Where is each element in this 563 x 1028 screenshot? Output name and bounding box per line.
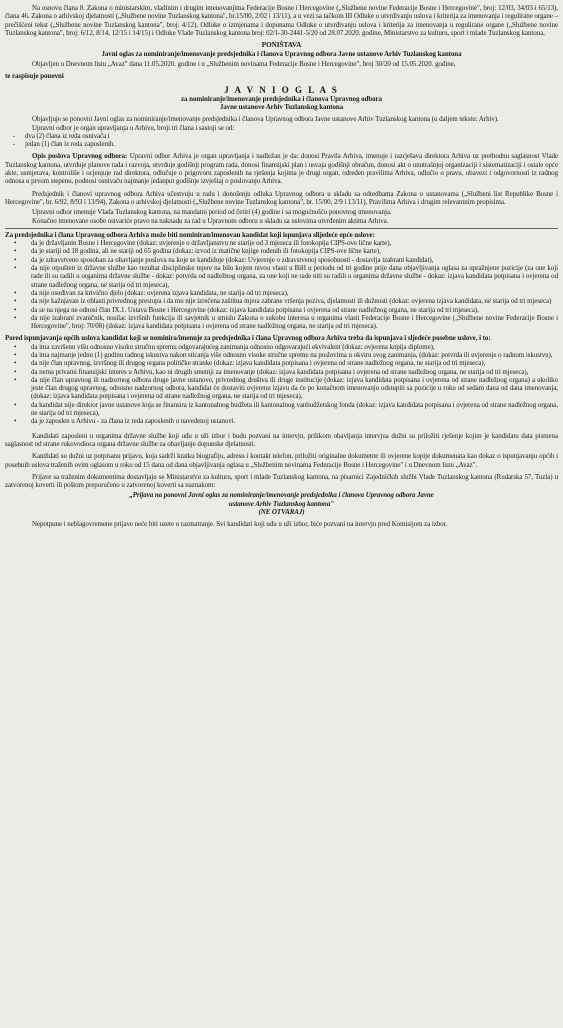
application-documents-paragraph: Kandidati su dužni uz potpisanu prijavu, koja sadrži kratku biografiju, adresu i kontakt telefon, priložiti originalne dokumente ili ovjerene kopije dokumenata kao dokaz o ispunjavanju općih i posebnih uslova traženih ovim oglasom u roku od 15 dana od dana objavljivanja oglasa u „Službenim novinama Federacije Bosne i Hercegovine" i u Dnevnom listu „Avaz". <box>5 452 558 469</box>
board-duties-lead: Opis poslova Upravnog odbora: <box>32 152 128 161</box>
compensation-paragraph: Konačno imenovane osobe ostvariće pravo na naknadu za rad u Upravnom odboru u skladu sa uslovima utvrđenim aktima Arhiva. <box>32 216 389 225</box>
list-item: • da kandidat nije direktor javne ustanove koja se finansira iz kantonalnog budžeta ili kantonalnog vanbudžetskog fonda (dokaz: izjava kandidata potpisana i ovjerena od strane nadležnog organa, ne starija od tri mjeseca), <box>5 401 558 418</box>
public-call-title: J A V N I O G L A S <box>224 84 339 95</box>
reissue-line: te raspisuje ponovni <box>5 72 64 81</box>
board-composition-list <box>5 132 558 149</box>
list-item: • da nema privatni finansijski interes u Arhivu, kao ni drugih smetnji za imenovanje (dokaz: izjava kandidata potpisana i ovjerena od strane nadležnog organa, ne starija od tri mjeseca), <box>5 368 558 376</box>
list-item: • da nije osuđivan za krivično djelo (dokaz: ovjerena izjava kandidata, ne starija od tri mjeseca), <box>5 289 558 297</box>
board-composition: Upravni odbor je organ upravljanja u Arhivu, broji tri člana i sastoji se od: <box>32 123 235 132</box>
list-item: • da se na njega ne odnosi član IX.1. Ustava Bosne i Hercegovine (dokaz: izjava kandidata potpisana i ovjerena od strane nadležnog organa, ne starija od tri mjeseca), <box>5 306 558 314</box>
special-conditions-heading: Pored ispunjavanja općih uslova kandidat koji se nominira/imenuje za predsjednika i člana Upravnog odbora Arhiva treba da ispunjava i sljedeće posebne uslove, i to: <box>5 334 491 343</box>
civil-servants-paragraph: Kandidati zaposleni u organima državne službe koji uđu u uži izbor i budu pozvani na intervju, prilikom obavljanja intervjua dužni su priložiti rješenje kojim je kandidatu data pismena saglasnost od strane rukovodioca organa državne službe za obavljanje dopunske djelatnosti. <box>5 431 558 448</box>
annulment-heading: PONIŠTAVA <box>261 41 302 50</box>
envelope-label-2: ustanove Arhiv Tuzlanskog kantona" <box>228 499 335 508</box>
list-item: • da je zaposlen u Arhivu - za člana iz reda zaposlenih u navedenoj ustanovi. <box>5 417 558 425</box>
envelope-label-3: (NE OTVARAJ) <box>258 508 305 517</box>
list-item: • da nije izabrani zvaničnik, nosilac izvršnih funkcija ili savjetnik u smislu Zakona o sukobu interesa u organima vlasti Federacije Bosne i Hercegovine („Službene novine Federacije Bosne i Hercegovine", broj: 70/08) (dokaz: izjava kandidata potpisana i ovjerena od strane nadležnog organa, ne starija od tri mjeseca). <box>5 314 558 331</box>
general-conditions-list <box>5 239 558 330</box>
list-item: • da ima završenu višu odnosno visoku stručnu spremu odgovarajućeg zanimanja odnosno odgovarajući ekvivalent (dokaz: ovjerena kopija diplome), <box>5 343 558 351</box>
list-item: • da nije član upravnog, izvršnog ili drugog organa političke stranke (dokaz: izjava kandidata potpisana i ovjerena od strane nadležnog organa, ne starija od tri mjeseca), <box>5 359 558 367</box>
board-duties-text: Upravni odbor Arhiva je organ upravljanja i nadležan je da: donosi Pravila Arhiva, imenuje i razrješava direktora Arhiva uz prethodnu saglasnost Vlade Tuzlanskog kantona, utvrđuje planove rada i razvoja, utvrđuje godišnji program rada, donosi finansijski plan i usvaja godišnji obračun, donosi akt o unutrašnjoj organizaciji i sistematizaciji i ostale opće akte, usmjerava, kontroliše i ocjenjuje rad direktora, odlučuje o prigovoru zaposlenih na rješenja kojima je drugi organ, određen pravilima Arhiva, odlučio o pravu, obavezi i odgovornosti iz radnog odnosa u prvom stepenu, podnosi osnivaču najmanje jedanput godišnje izvještaj o poslovanju Arhiva. <box>5 152 558 186</box>
list-item: • da nije član upravnog ili nadzornog odbora druge javne ustanove, privrednog društva ili druge institucije (dokaz: izjava kandidata potpisana i ovjerena od strane nadležnog organa) a ukoliko jeste član drugog upravnog, odnosno nadzornog odbora, kandidat će dostaviti ovjerenu izjavu da će po konačnom imenovanju odstupiti sa pozicije u roku od sedam dana od dana imenovanja, (dokaz: izjava kandidata potpisana i ovjerena od strane nadležnog organa, ne starija od tri mjeseca), <box>5 376 558 401</box>
annulment-subject: Javni oglas za nominiranje/imenovanje predsjednika i članova Upravnog odbora Javne ustanove Arhiv Tuzlanskog kantona <box>101 49 462 58</box>
list-item: • da je zdravstveno sposoban za obavljanje poslova na koje se kandiduje (dokaz: Uvjerenje o zdravstvenoj sposobnosti - dostavlja izabrani kandidat), <box>5 256 558 264</box>
general-conditions-heading: Za predsjednika i člana Upravnog odbora Arhiva može biti nominiran/imenovan kandidat koji ispunjava slijedeće opće uslove: <box>5 230 375 239</box>
board-legal-paragraph: Predsjednik i članovi upravnog odbora Arhiva učestvuju u radu i donošenju odluka Upravnog odbora u skladu sa odredbama Zakona o ustanovama („Službeni list Republike Bosne i Hercegovine", br. 6/92, 8/93 i 13/94), Zakona o arhivskoj djelatnosti („Službene novine Tuzlanskog kantona", br. 15/00, 2/9 i 13/11), Pravilima Arhiva i drugim relevantnim propisima. <box>5 189 558 206</box>
list-item: - dva (2) člana iz reda osnivača i <box>5 132 558 140</box>
submission-paragraph: Prijave sa traženim dokumentima dostavljaju se Ministarstvu za kulturu, sport i mlade Tuzlanskog kantona, na pisarnici Zajedničkih službi Vlade Tuzlanskog kantona (Rudarska 57, Tuzla) u zatvorenoj koverti ili poštom preporučeno u zatvorenoj koverti sa naznakom: <box>5 472 558 490</box>
divider <box>5 228 558 229</box>
list-item: • da je državljanin Bosne i Hercegovine (dokaz: uvjerenje o državljanstvu ne starije od 3 mjeseca ili fotokopija CIPS-ove lične karte), <box>5 239 558 247</box>
board-duties-paragraph <box>5 152 558 185</box>
legal-notice <box>5 4 558 1020</box>
public-call-subtitle-1: za nominiranje/imenovanje predsjednika i članova Upravnog odbora <box>181 94 382 103</box>
mandate-paragraph: Upravni odbor imenuje Vlada Tuzlanskog kantona, na mandatni period od četiri (4) godine i sa mogućnošću ponovnog imenovanja. <box>32 208 392 217</box>
list-item: • da ima najmanje jednu (1) godinu radnog iskustva nakon sticanja više odnosno visoke stručne spreme na poslovima u okviru svog zanimanja, (dokaz: potvrda ili uvjerenje o radnom iskustvu), <box>5 351 558 359</box>
list-item: - jedan (1) član iz reda zaposlenih. <box>5 140 558 148</box>
public-call-subtitle-2: Javne ustanove Arhiv Tuzlanskog kantona <box>219 102 344 111</box>
intro-paragraph: Objavljuje se ponovni Javni oglas za nominiranje/imenovanje predsjednika i članova Upravnog odbora Javne ustanove Arhiv Tuzlanskog kantona (u daljem tekstu: Arhiv). <box>32 115 499 124</box>
list-item: • da je stariji od 18 godina, ali ne stariji od 65 godina (dokaz: izvod iz matične knjige rođenih ili fotokopija CIPS-ove lične karte), <box>5 247 558 255</box>
special-conditions-list <box>5 343 558 426</box>
legal-basis-paragraph: Na osnovu člana 8. Zakona o ministarskim, vladinim i drugim imenovanjima Federacije Bosne i Hercegovine („Službene novine Federacije Bosne i Hercegovine", broj: 12/03, 34/03 i 65/13), člana 46. Zakona o arhivskoj djelatnosti („Službene novine Tuzlanskog kantona", br.15/00, 2/02 i 13/11), a u vezi sa tačkom III Odluke o utvrđivanju uslova i kriterija za imenovanja i regulirane organe – prečišćeni tekst („Službene novine Tuzlanskog kantona", broj: 4/12), Odluke o izmjenama i dopunama Odluke o utvrđivanju uslova i kriterija za imenovanja u regulirane organe („Službene novine Tuzlanskog kantona", broj: 6/12, 8/14, 12/15 i 14/15) i Odluke Vlade Tuzlanskog kantona broj: 02/1-30-2441-5/20 od 28.07.2020. godine, Ministarstvo za kulturu, sport i mladе Tuzlanskog kantona, <box>5 4 558 37</box>
list-item: • da nije otpušten iz državne službe kao rezultat disciplinske mjere na bilo kojem nivou vlasti u BiH u periodu od tri godine prije dana objavljivanja oglasa za upražnjene pozicije (za one koji rade ili su radili u organima državne službe - dokaz: potvrda od nadležnog organa, za one koji ne rade niti su radili u organima državne službe - dokaz: izjava kandidata potpisana i ovjerena od strane nadležnog organa, ne starija od tri mjeseca), <box>5 264 558 289</box>
list-item: • da nije kažnjavan iz oblasti privrednog prestupa i da mu nije izrečena zaštitna mjera zabrane vršenja poziva, djelatnosti ili dužnosti (dokaz: ovjerena izjava kandidata, ne starija od tri mjeseca) <box>5 297 558 305</box>
envelope-label-1: „Prijava na ponovni Javni oglas za nominiranje/imenovanje predsjednika i članova Upravnog odbora Javne <box>129 491 434 500</box>
annulment-publication: Objavljen u Dnevnom listu „Avaz" dana 11.05.2020. godine i u „Službenim novinama Federacije Bosne i Hercegovine", broj 30/20 od 15.05.2020. godine, <box>32 60 456 69</box>
closing-paragraph: Nepotpune i neblagovremene prijave neće biti uzete u razmatranje. Svi kandidati koji uđu u uži izbor, biće pozvani na intervju pred Komisijom za izbor. <box>32 520 448 529</box>
